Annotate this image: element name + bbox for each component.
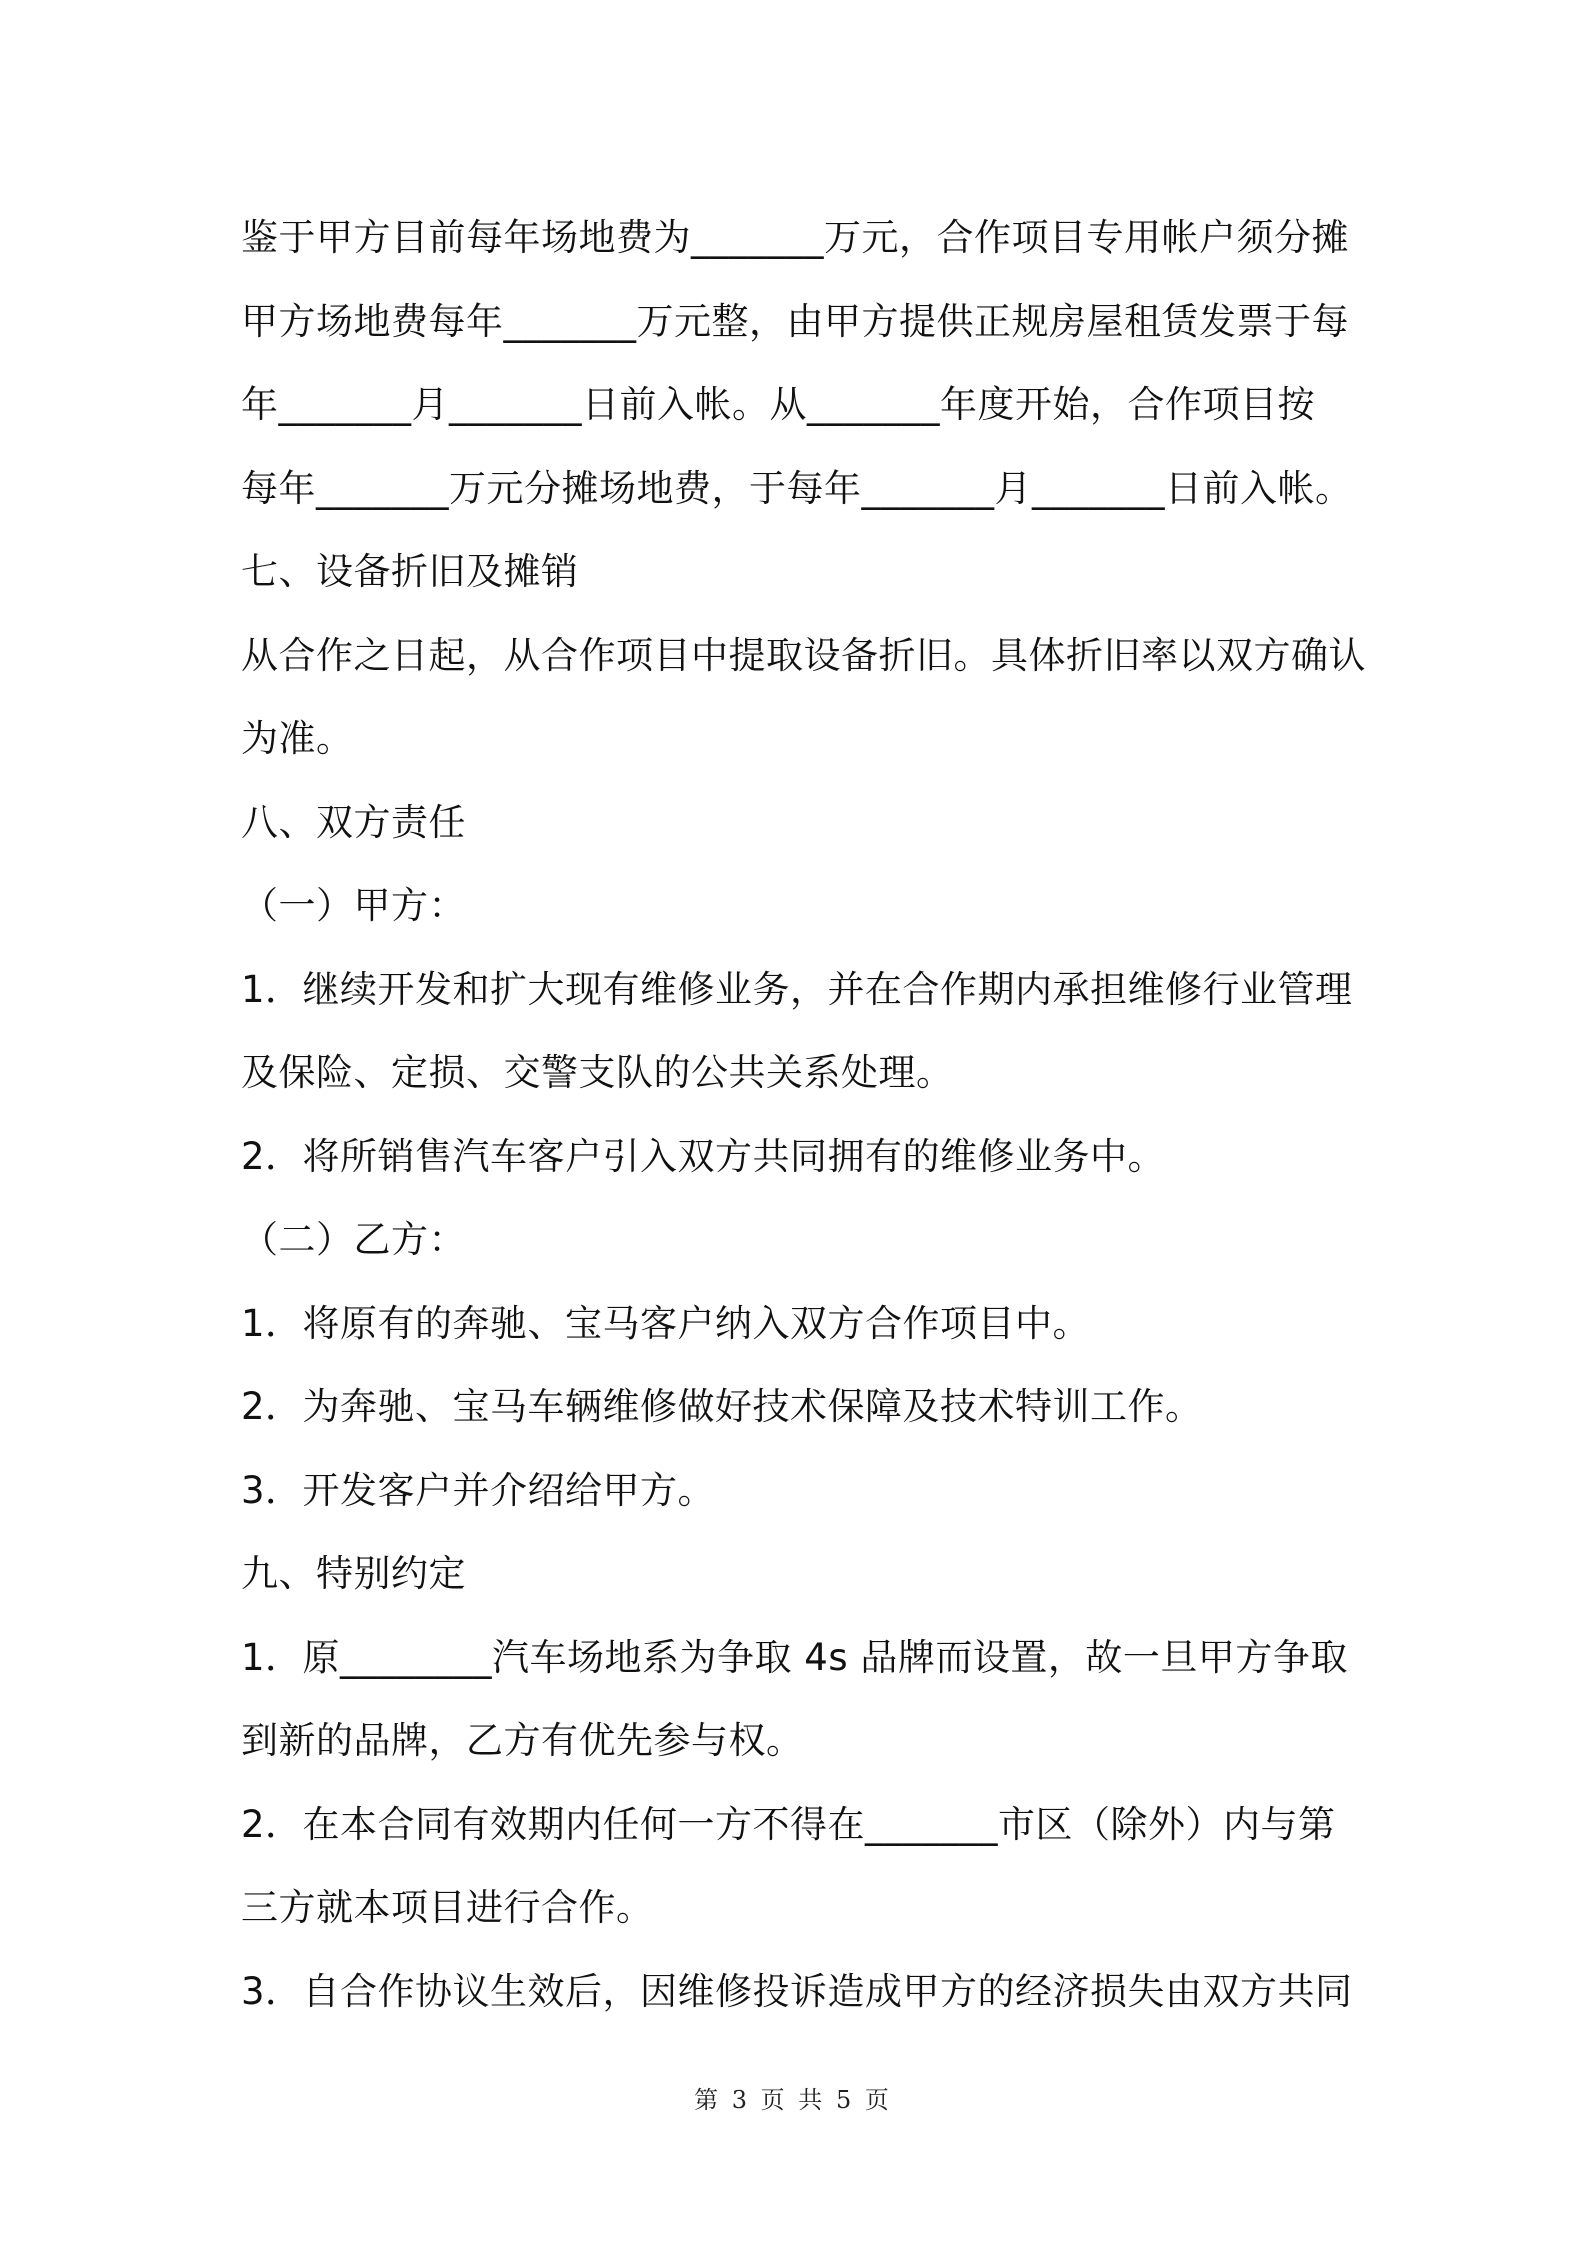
text-line: 及保险、定损、交警支队的公共关系处理。 <box>241 1051 954 1094</box>
list-item: 3．开发客户并介绍给甲方。 <box>241 1468 716 1512</box>
page-number-footer: 第 3 页 共 5 页 <box>694 2086 892 2114</box>
text-line: 从合作之日起，从合作项目中提取设备折旧。具体折旧率以双方确认 <box>241 633 1366 677</box>
list-item: 1．将原有的奔驰、宝马客户纳入双方合作项目中。 <box>241 1301 1091 1345</box>
text-line: 年_______月_______日前入帐。从_______年度开始，合作项目按 <box>241 383 1315 426</box>
text-line: 到新的品牌，乙方有优先参与权。 <box>241 1719 804 1762</box>
subsection-heading: （一）甲方： <box>241 884 466 927</box>
text-line: 三方就本项目进行合作。 <box>241 1886 654 1929</box>
list-item: 2．在本合同有效期内任何一方不得在_______市区（除外）内与第 <box>241 1802 1336 1846</box>
section-heading: 九、特别约定 <box>241 1552 466 1595</box>
list-item: 2．为奔驰、宝马车辆维修做好技术保障及技术特训工作。 <box>241 1385 1203 1428</box>
subsection-heading: （二）乙方： <box>241 1218 466 1261</box>
list-item: 1．原________汽车场地系为争取 4s 品牌而设置，故一旦甲方争取 <box>241 1635 1348 1679</box>
section-heading: 七、设备折旧及摊销 <box>241 550 579 593</box>
list-item: 3．自合作协议生效后，因维修投诉造成甲方的经济损失由双方共同 <box>241 1969 1353 2013</box>
text-line: 每年_______万元分摊场地费，于每年_______月_______日前入帐。 <box>241 466 1353 510</box>
list-item: 1．继续开发和扩大现有维修业务，并在合作期内承担维修行业管理 <box>241 967 1353 1011</box>
text-line: 甲方场地费每年_______万元整，由甲方提供正规房屋租赁发票于每 <box>241 299 1349 343</box>
text-line: 为准。 <box>241 717 354 760</box>
section-heading: 八、双方责任 <box>241 800 466 844</box>
list-item: 2．将所销售汽车客户引入双方共同拥有的维修业务中。 <box>241 1134 1166 1178</box>
text-line: 鉴于甲方目前每年场地费为_______万元，合作项目专用帐户须分摊 <box>241 216 1349 259</box>
document-body <box>241 196 1366 2033</box>
